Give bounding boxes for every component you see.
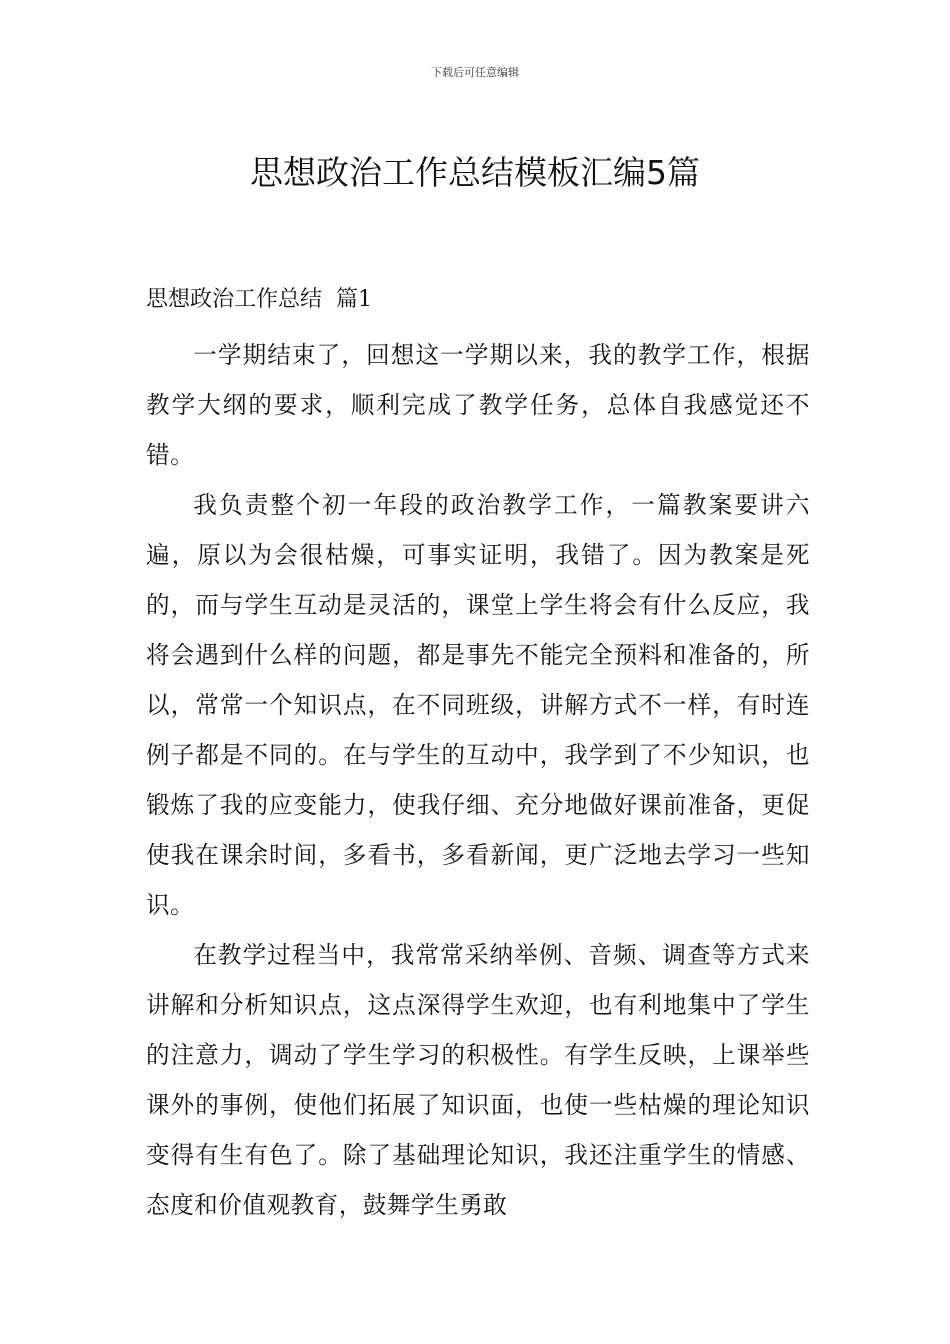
document-body <box>146 330 810 1230</box>
document-title: 思想政治工作总结模板汇编5篇 <box>250 153 700 193</box>
section-heading: 思想政治工作总结 篇1 <box>146 287 372 312</box>
paragraph: 一学期结束了，回想这一学期以来，我的教学工作，根据教学大纲的要求，顺利完成了教学任务，总体自我感觉还不错。 <box>146 341 810 469</box>
paragraph: 我负责整个初一年段的政治教学工作，一篇教案要讲六遍，原以为会很枯燥，可事实证明，我错了。因为教案是死的，而与学生互动是灵活的，课堂上学生将会有什么反应，我将会遇到什么样的问题，都是事先不能完全预料和准备的，所以，常常一个知识点，在不同班级，讲解方式不一样，有时连例子都是不同的。在与学生的互动中，我学到了不少知识，也锻炼了我的应变能力，使我仔细、充分地做好课前准备，更促使我在课余时间，多看书，多看新闻，更广泛地去学习一些知识。 <box>146 491 810 919</box>
page-header-note: 下载后可任意编辑 <box>431 66 519 79</box>
paragraph: 在教学过程当中，我常常采纳举例、音频、调查等方式来讲解和分析知识点，这点深得学生欢迎，也有利地集中了学生的注意力，调动了学生学习的积极性。有学生反映，上课举些课外的事例，使他们拓展了知识面，也使一些枯燥的理论知识变得有生有色了。除了基础理论知识，我还注重学生的情感、态度和价值观教育，鼓舞学生勇敢 <box>146 941 810 1219</box>
